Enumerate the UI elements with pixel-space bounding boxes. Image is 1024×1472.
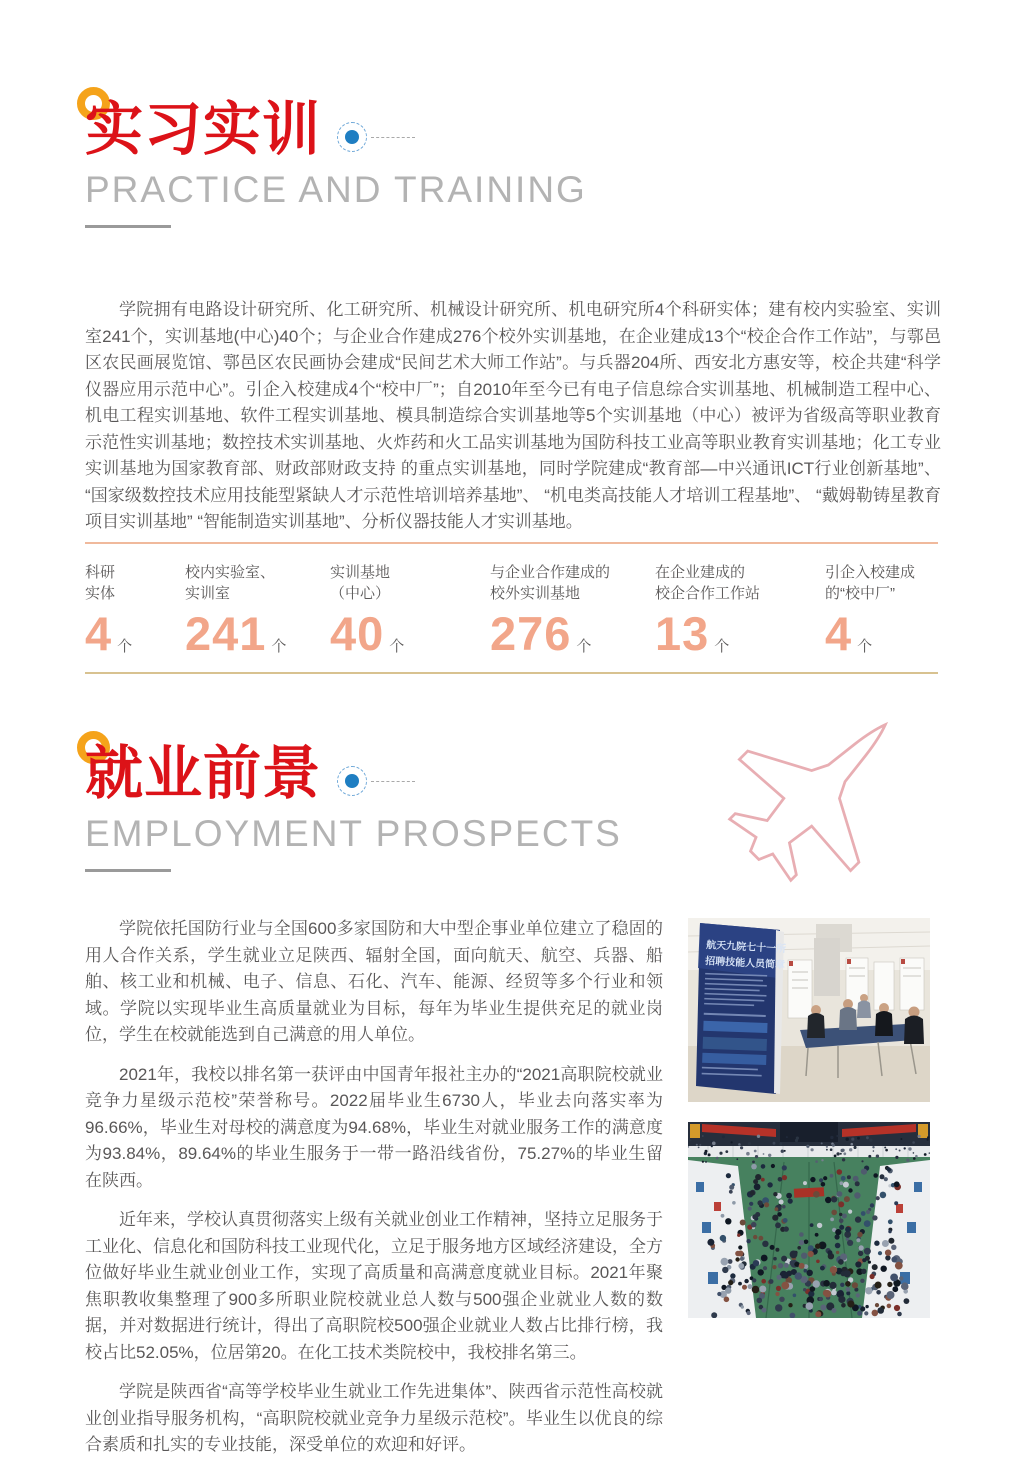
stat-unit: 个 bbox=[117, 637, 133, 655]
stat-label: 在企业建成的 bbox=[655, 564, 746, 581]
stat-label: 引企入校建成 bbox=[825, 564, 916, 581]
stat-unit: 个 bbox=[857, 637, 873, 655]
stat-label: 校企合作工作站 bbox=[655, 585, 761, 602]
photo-job-fair-crowd bbox=[688, 1122, 930, 1318]
employment-paragraph-3: 近年来，学校认真贯彻落实上级有关就业创业工作精神，坚持立足服务于工业化、信息化和国防科技工业现代化，立足于服务地方区域经济建设，全方位做好毕业生就业创业工作，实现了高质量和高满意度就业目标。2021年聚焦职教收集整理了900多所职业院校就业总人数与500强企业就业人数的数据，并对数据进行统计，得出了高职院校500强企业就业人数占比排行榜，我校占比52.05%，位居第20。在化工技术类院校中，我校排名第三。 bbox=[85, 1210, 663, 1362]
stat-unit: 个 bbox=[271, 637, 287, 655]
stat-value: 40 bbox=[330, 607, 385, 660]
stat-label: 与企业合作建成的 bbox=[490, 564, 611, 581]
stat-label: 实训室 bbox=[185, 585, 231, 602]
stat-label: （中心） bbox=[330, 585, 391, 602]
employment-paragraph-4: 学院是陕西省“高等学校毕业生就业工作先进集体”、陕西省示范性高校就业创业指导服务机构，“高职院校就业竞争力星级示范校”。毕业生以优良的综合素质和扎实的专业技能，深受单位的欢迎和好评。 bbox=[85, 1382, 663, 1454]
stat-label: 实体 bbox=[85, 585, 116, 602]
stat-training-bases bbox=[330, 562, 490, 660]
stat-value: 4 bbox=[85, 607, 113, 660]
employment-title: 就业前景 bbox=[85, 741, 322, 806]
stat-unit: 个 bbox=[389, 637, 405, 655]
stat-label: 校内实验室、 bbox=[185, 564, 276, 581]
poster-title-line2: 招聘技能人员简章 bbox=[704, 956, 786, 972]
employment-section-header bbox=[85, 741, 622, 872]
stat-research-entities bbox=[85, 562, 185, 660]
stat-label: 的“校中厂” bbox=[825, 585, 895, 602]
stat-value: 276 bbox=[490, 607, 572, 660]
blue-dot-decoration-icon bbox=[337, 766, 415, 796]
stat-factories-in-school bbox=[825, 562, 938, 660]
fighter-jet-outline-icon bbox=[694, 664, 946, 916]
stat-value: 4 bbox=[825, 607, 853, 660]
employment-paragraph-2: 2021年，我校以排名第一获评由中国青年报社主办的“2021高职院校就业竞争力星级示范校”荣誉称号。2022届毕业生6730人，毕业去向落实率为96.66%，毕业生对母校的满意度为94.68%，毕业生对就业服务工作的满意度为93.84%，89.64%的毕业生服务于一带一路沿线省份，75.27%的毕业生留在陕西。 bbox=[85, 1064, 663, 1190]
stat-enterprise-workstations bbox=[655, 562, 825, 660]
stat-unit: 个 bbox=[714, 637, 730, 655]
stat-value: 241 bbox=[185, 607, 267, 660]
poster-title-line1: 航天九院七十一所 bbox=[705, 940, 787, 956]
photo-job-fair-interview bbox=[688, 918, 930, 1102]
stat-label: 校外实训基地 bbox=[490, 585, 581, 602]
employment-subtitle: EMPLOYMENT PROSPECTS bbox=[85, 812, 622, 854]
stats-band bbox=[85, 542, 938, 674]
stat-offcampus-bases bbox=[490, 562, 655, 660]
practice-section-header bbox=[85, 97, 587, 228]
photo-column bbox=[688, 918, 930, 1318]
practice-paragraph: 学院拥有电路设计研究所、化工研究所、机械设计研究所、机电研究所4个科研实体；建有校内实验室、实训室241个，实训基地(中心)40个；与企业合作建成276个校外实训基地，在企业建成13个“校企合作工作站”，与鄠邑区农民画展览馆、鄠邑区农民画协会建成“民间艺术大师工作站”。与兵器204所、西安北方惠安等，校企共建“科学仪器应用示范中心”。引企入校建成4个“校中厂”；自2010年至今已有电子信息综合实训基地、机械制造工程中心、机电工程实训基地、软件工程实训基地、模具制造综合实训基地等5个实训基地（中心）被评为省级高等职业教育示范性实训基地；数控技术实训基地、火炸药和火工品实训基地为国防科技工业高等职业教育实训基地；化工专业实训基地为国家教育部、财政部财政支持 的重点实训基地，同时学院建成“教育部—中兴通讯ICT行业创新基地”、 “国家级数控技术应用技能型紧缺人才示范性培训培养基地”、 “机电类高技能人才培训工程基地”、 “戴姆勒铸星教育项目实训基地” “智能制造实训基地”、分析仪器技能人才实训基地。 bbox=[85, 300, 941, 531]
employment-body bbox=[85, 916, 663, 1472]
practice-title: 实习实训 bbox=[85, 97, 322, 162]
employment-paragraph-1: 学院依托国防行业与全国600多家国防和大中型企事业单位建立了稳固的用人合作关系，学生就业立足陕西、辐射全国，面向航天、航空、兵器、船舶、核工业和机械、电子、信息、石化、汽车、能源、经贸等多个行业和领域。学院以实现毕业生高质量就业为目标，每年为毕业生提供充足的就业岗位，学生在校就能选到自己满意的用人单位。 bbox=[85, 919, 663, 1044]
stat-unit: 个 bbox=[576, 637, 592, 655]
stat-value: 13 bbox=[655, 607, 710, 660]
stat-label: 实训基地 bbox=[330, 564, 391, 581]
header-underline bbox=[85, 869, 171, 872]
blue-dot-decoration-icon bbox=[337, 122, 415, 152]
practice-subtitle: PRACTICE AND TRAINING bbox=[85, 168, 587, 210]
header-underline bbox=[85, 225, 171, 228]
stat-campus-labs bbox=[185, 562, 330, 660]
stat-label: 科研 bbox=[85, 564, 116, 581]
